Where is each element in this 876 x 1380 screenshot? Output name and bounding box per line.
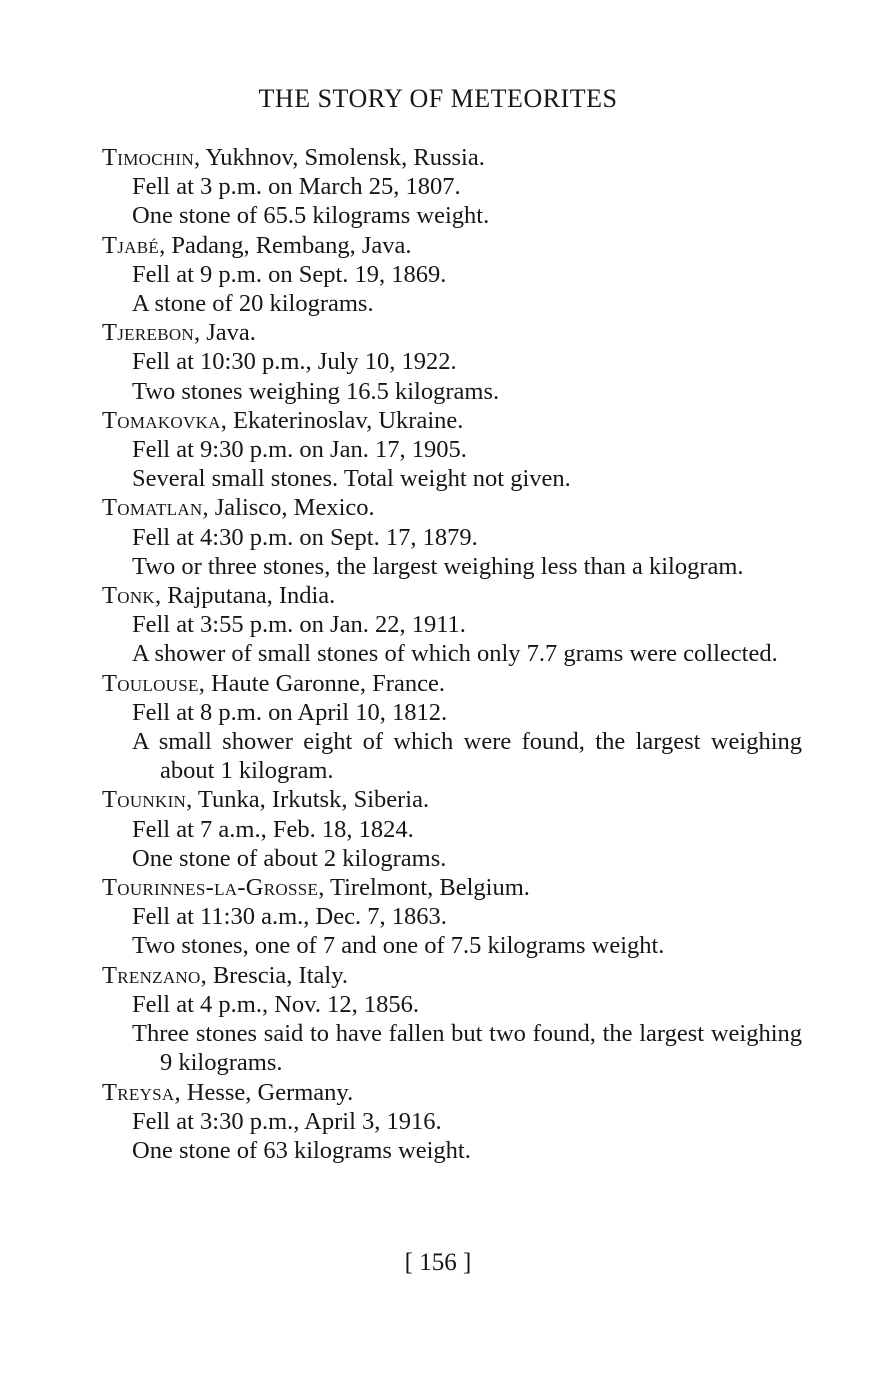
entry-heading bbox=[102, 318, 802, 347]
page-title: THE STORY OF METEORITES bbox=[258, 84, 618, 113]
entry-heading bbox=[102, 873, 802, 902]
meteorite-location: , Rajputana, India. bbox=[155, 582, 336, 610]
meteorite-location: , Tunka, Irkutsk, Siberia. bbox=[186, 786, 430, 814]
entry-heading bbox=[102, 143, 802, 172]
meteorite-name: Timochin bbox=[102, 144, 194, 171]
meteorite-name: Toulouse bbox=[102, 669, 199, 697]
stone-description: Two stones weighing 16.5 kilograms. bbox=[132, 377, 500, 405]
fall-date: Fell at 10:30 p.m., July 10, 1922. bbox=[132, 348, 457, 376]
meteorite-location: , Padang, Rembang, Java. bbox=[159, 231, 412, 259]
meteorite-entry bbox=[102, 231, 802, 319]
meteorite-location: , Tirelmont, Belgium. bbox=[318, 874, 530, 902]
fall-date: Fell at 9 p.m. on Sept. 19, 1869. bbox=[132, 260, 447, 288]
entry-heading bbox=[102, 669, 802, 698]
meteorite-name: Tjerebon bbox=[102, 319, 194, 347]
stone-description: Several small stones. Total weight not given. bbox=[132, 465, 571, 493]
stone-description: A small shower eight of which were found, the largest weighing about 1 kilogram. bbox=[132, 728, 802, 785]
meteorite-name: Tjabé bbox=[102, 231, 160, 259]
entry-heading bbox=[102, 493, 802, 522]
fall-date: Fell at 8 p.m. on April 10, 1812. bbox=[132, 698, 448, 726]
meteorite-location: , Ekaterinoslav, Ukraine. bbox=[220, 406, 464, 434]
stone-description: One stone of 65.5 kilograms weight. bbox=[132, 202, 490, 230]
meteorite-entry bbox=[102, 406, 802, 494]
entry-heading bbox=[102, 785, 802, 814]
fall-date: Fell at 4:30 p.m. on Sept. 17, 1879. bbox=[132, 523, 478, 551]
meteorite-name: Tounkin bbox=[102, 786, 187, 814]
stone-description: A stone of 20 kilograms. bbox=[132, 290, 374, 318]
meteorite-name: Tonk bbox=[102, 582, 155, 610]
fall-date: Fell at 9:30 p.m. on Jan. 17, 1905. bbox=[132, 436, 467, 464]
meteorite-entry bbox=[102, 143, 802, 231]
meteorite-name: Trenzano bbox=[102, 961, 201, 989]
entry-heading bbox=[102, 406, 802, 435]
meteorite-entry bbox=[102, 493, 802, 581]
stone-description: Two stones, one of 7 and one of 7.5 kilograms weight. bbox=[132, 932, 665, 960]
meteorite-location: , Jalisco, Mexico. bbox=[202, 494, 375, 522]
fall-date: Fell at 7 a.m., Feb. 18, 1824. bbox=[132, 815, 414, 843]
meteorite-entry bbox=[102, 785, 802, 873]
meteorite-entry bbox=[102, 318, 802, 406]
stone-description: A shower of small stones of which only 7.7 grams were collected. bbox=[132, 640, 778, 668]
stone-description: Two or three stones, the largest weighing less than a kilogram. bbox=[132, 552, 744, 580]
meteorite-location: , Yukhnov, Smolensk, Russia. bbox=[193, 144, 485, 171]
fall-date: Fell at 3:55 p.m. on Jan. 22, 1911. bbox=[132, 611, 466, 639]
fall-date: Fell at 3 p.m. on March 25, 1807. bbox=[132, 173, 461, 201]
meteorite-entry bbox=[102, 669, 802, 786]
stone-description: Three stones said to have fallen but two found, the largest weighing 9 kilograms. bbox=[132, 1020, 802, 1077]
meteorite-name: Treysa bbox=[102, 1078, 175, 1106]
page-number: [ 156 ] bbox=[404, 1249, 472, 1276]
entry-heading bbox=[102, 1078, 802, 1107]
stone-description: One stone of 63 kilograms weight. bbox=[132, 1136, 471, 1164]
meteorite-location: , Hesse, Germany. bbox=[174, 1078, 354, 1106]
meteorite-location: , Brescia, Italy. bbox=[200, 961, 348, 989]
meteorite-entry bbox=[102, 581, 802, 669]
meteorite-entry bbox=[102, 1078, 802, 1166]
entry-heading bbox=[102, 231, 802, 260]
fall-date: Fell at 4 p.m., Nov. 12, 1856. bbox=[132, 990, 419, 1018]
meteorite-location: , Java. bbox=[193, 319, 256, 347]
meteorite-entry bbox=[102, 961, 802, 1078]
meteorite-name: Tomakovka bbox=[102, 406, 221, 434]
meteorite-location: , Haute Garonne, France. bbox=[198, 669, 445, 697]
meteorite-name: Tourinnes-la-Grosse bbox=[102, 874, 319, 902]
meteorite-name: Tomatlan bbox=[102, 494, 203, 522]
fall-date: Fell at 11:30 a.m., Dec. 7, 1863. bbox=[132, 903, 447, 931]
entry-heading bbox=[102, 961, 802, 990]
fall-date: Fell at 3:30 p.m., April 3, 1916. bbox=[132, 1107, 442, 1135]
stone-description: One stone of about 2 kilograms. bbox=[132, 844, 447, 872]
meteorite-entry bbox=[102, 873, 802, 961]
entry-heading bbox=[102, 581, 802, 610]
meteorite-entries bbox=[102, 143, 802, 1165]
